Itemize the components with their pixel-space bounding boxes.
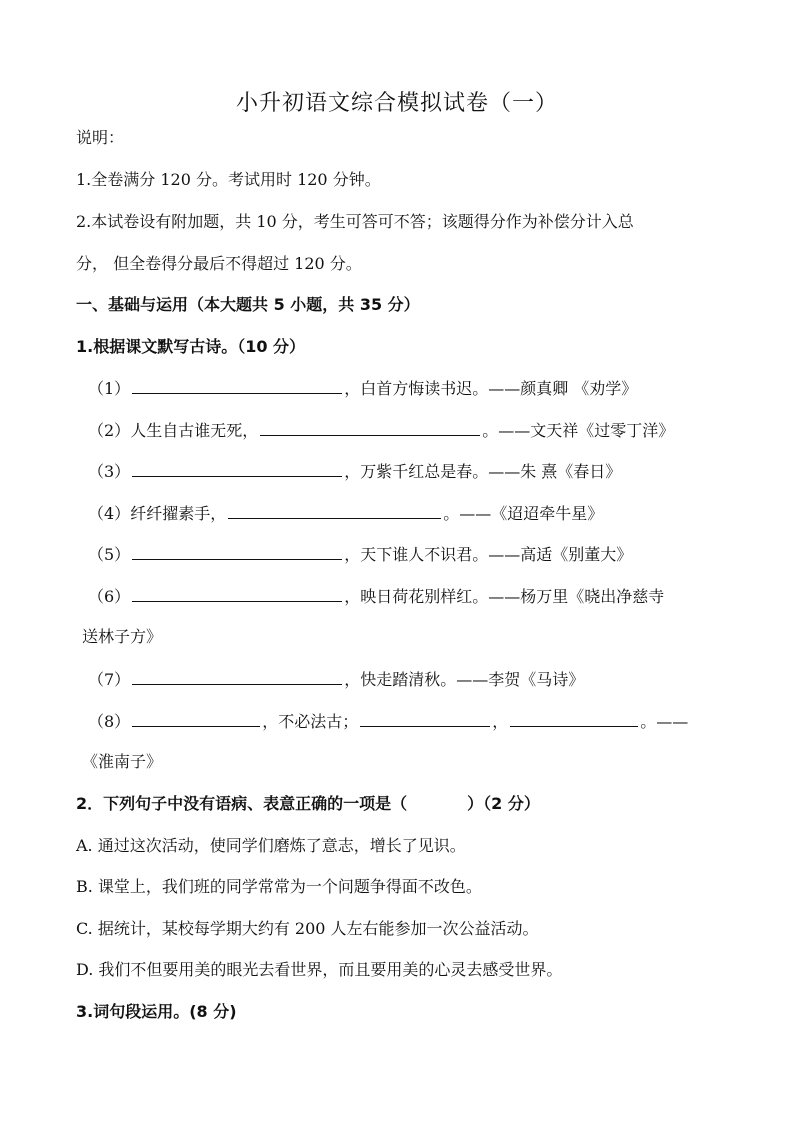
poem-item-8 xyxy=(88,708,688,734)
option-c: C. 据统计，某校每学期大约有 200 人左右能参加一次公益活动。 xyxy=(76,919,539,938)
item-number: （3） xyxy=(88,462,131,481)
answer-blank[interactable] xyxy=(132,458,342,477)
item-number: （1） xyxy=(88,379,131,398)
question-2-text: 2．下列句子中没有语病、表意正确的一项是（ xyxy=(76,794,408,813)
poem-item-8-cont: 《淮南子》 xyxy=(82,752,163,771)
poem-item-7 xyxy=(88,666,584,692)
question-3-heading: 3.词句段运用。(8 分) xyxy=(76,1002,237,1021)
poem-item-6 xyxy=(88,583,664,609)
section-1-heading: 一、基础与运用（本大题共 5 小题，共 35 分） xyxy=(76,295,420,314)
answer-blank[interactable] xyxy=(132,708,260,727)
instruction-item-1: 1.全卷满分 120 分。考试用时 120 分钟。 xyxy=(76,170,381,189)
poem-item-2 xyxy=(88,417,674,443)
instruction-item-2-cont: 分， 但全卷得分最后不得超过 120 分。 xyxy=(76,254,362,273)
answer-blank[interactable] xyxy=(260,417,480,436)
item-mid-2: ， xyxy=(492,712,509,731)
item-text: ，白首方悔读书迟。——颜真卿 《劝学》 xyxy=(344,379,638,398)
item-text: ，天下谁人不识君。——高适《别董大》 xyxy=(344,545,633,564)
item-number: （8） xyxy=(88,712,131,731)
item-mid-1: ，不必法古； xyxy=(262,712,359,731)
poem-item-1 xyxy=(88,375,637,401)
item-number: （4） xyxy=(88,504,131,523)
answer-blank[interactable] xyxy=(228,500,441,519)
item-number: （2） xyxy=(88,421,131,440)
question-2-heading xyxy=(76,791,540,817)
answer-blank[interactable] xyxy=(360,708,490,727)
item-number: （6） xyxy=(88,587,131,606)
item-text: 。—— xyxy=(640,712,689,731)
item-text: ，映日荷花别样红。——杨万里《晓出净慈寺 xyxy=(344,587,665,606)
answer-blank[interactable] xyxy=(132,583,342,602)
answer-blank[interactable] xyxy=(132,375,342,394)
answer-blank[interactable] xyxy=(132,666,342,685)
item-text: ，快走踏清秋。——李贺《马诗》 xyxy=(344,670,585,689)
instructions-heading: 说明： xyxy=(76,128,125,147)
poem-item-5 xyxy=(88,541,632,567)
poem-item-6-cont: 送林子方》 xyxy=(82,627,163,646)
item-prefix: 人生自古谁无死， xyxy=(130,421,259,440)
item-text: 。——文天祥《过零丁洋》 xyxy=(482,421,675,440)
instruction-item-2: 2.本试卷设有附加题，共 10 分，考生可答可不答；该题得分作为补偿分计入总 xyxy=(76,212,634,231)
poem-item-3 xyxy=(88,458,621,484)
question-1-heading: 1.根据课文默写古诗。（10 分） xyxy=(76,337,306,356)
item-number: （7） xyxy=(88,670,131,689)
item-prefix: 纤纤擢素手， xyxy=(130,504,227,523)
option-b: B. 课堂上，我们班的同学常常为一个问题争得面不改色。 xyxy=(76,877,482,896)
exam-title: 小升初语文综合模拟试卷（一） xyxy=(235,91,558,116)
item-number: （5） xyxy=(88,545,131,564)
answer-blank[interactable] xyxy=(132,541,342,560)
item-text: ，万紫千红总是春。——朱 熹《春日》 xyxy=(344,462,622,481)
question-2-score: ）（2 分） xyxy=(467,794,540,813)
option-d: D. 我们不但要用美的眼光去看世界，而且要用美的心灵去感受世界。 xyxy=(76,960,563,979)
item-text: 。——《迢迢牵牛星》 xyxy=(443,504,604,523)
option-a: A. 通过这次活动，使同学们磨炼了意志，增长了见识。 xyxy=(76,836,466,855)
poem-item-4 xyxy=(88,500,603,526)
answer-blank[interactable] xyxy=(510,708,638,727)
